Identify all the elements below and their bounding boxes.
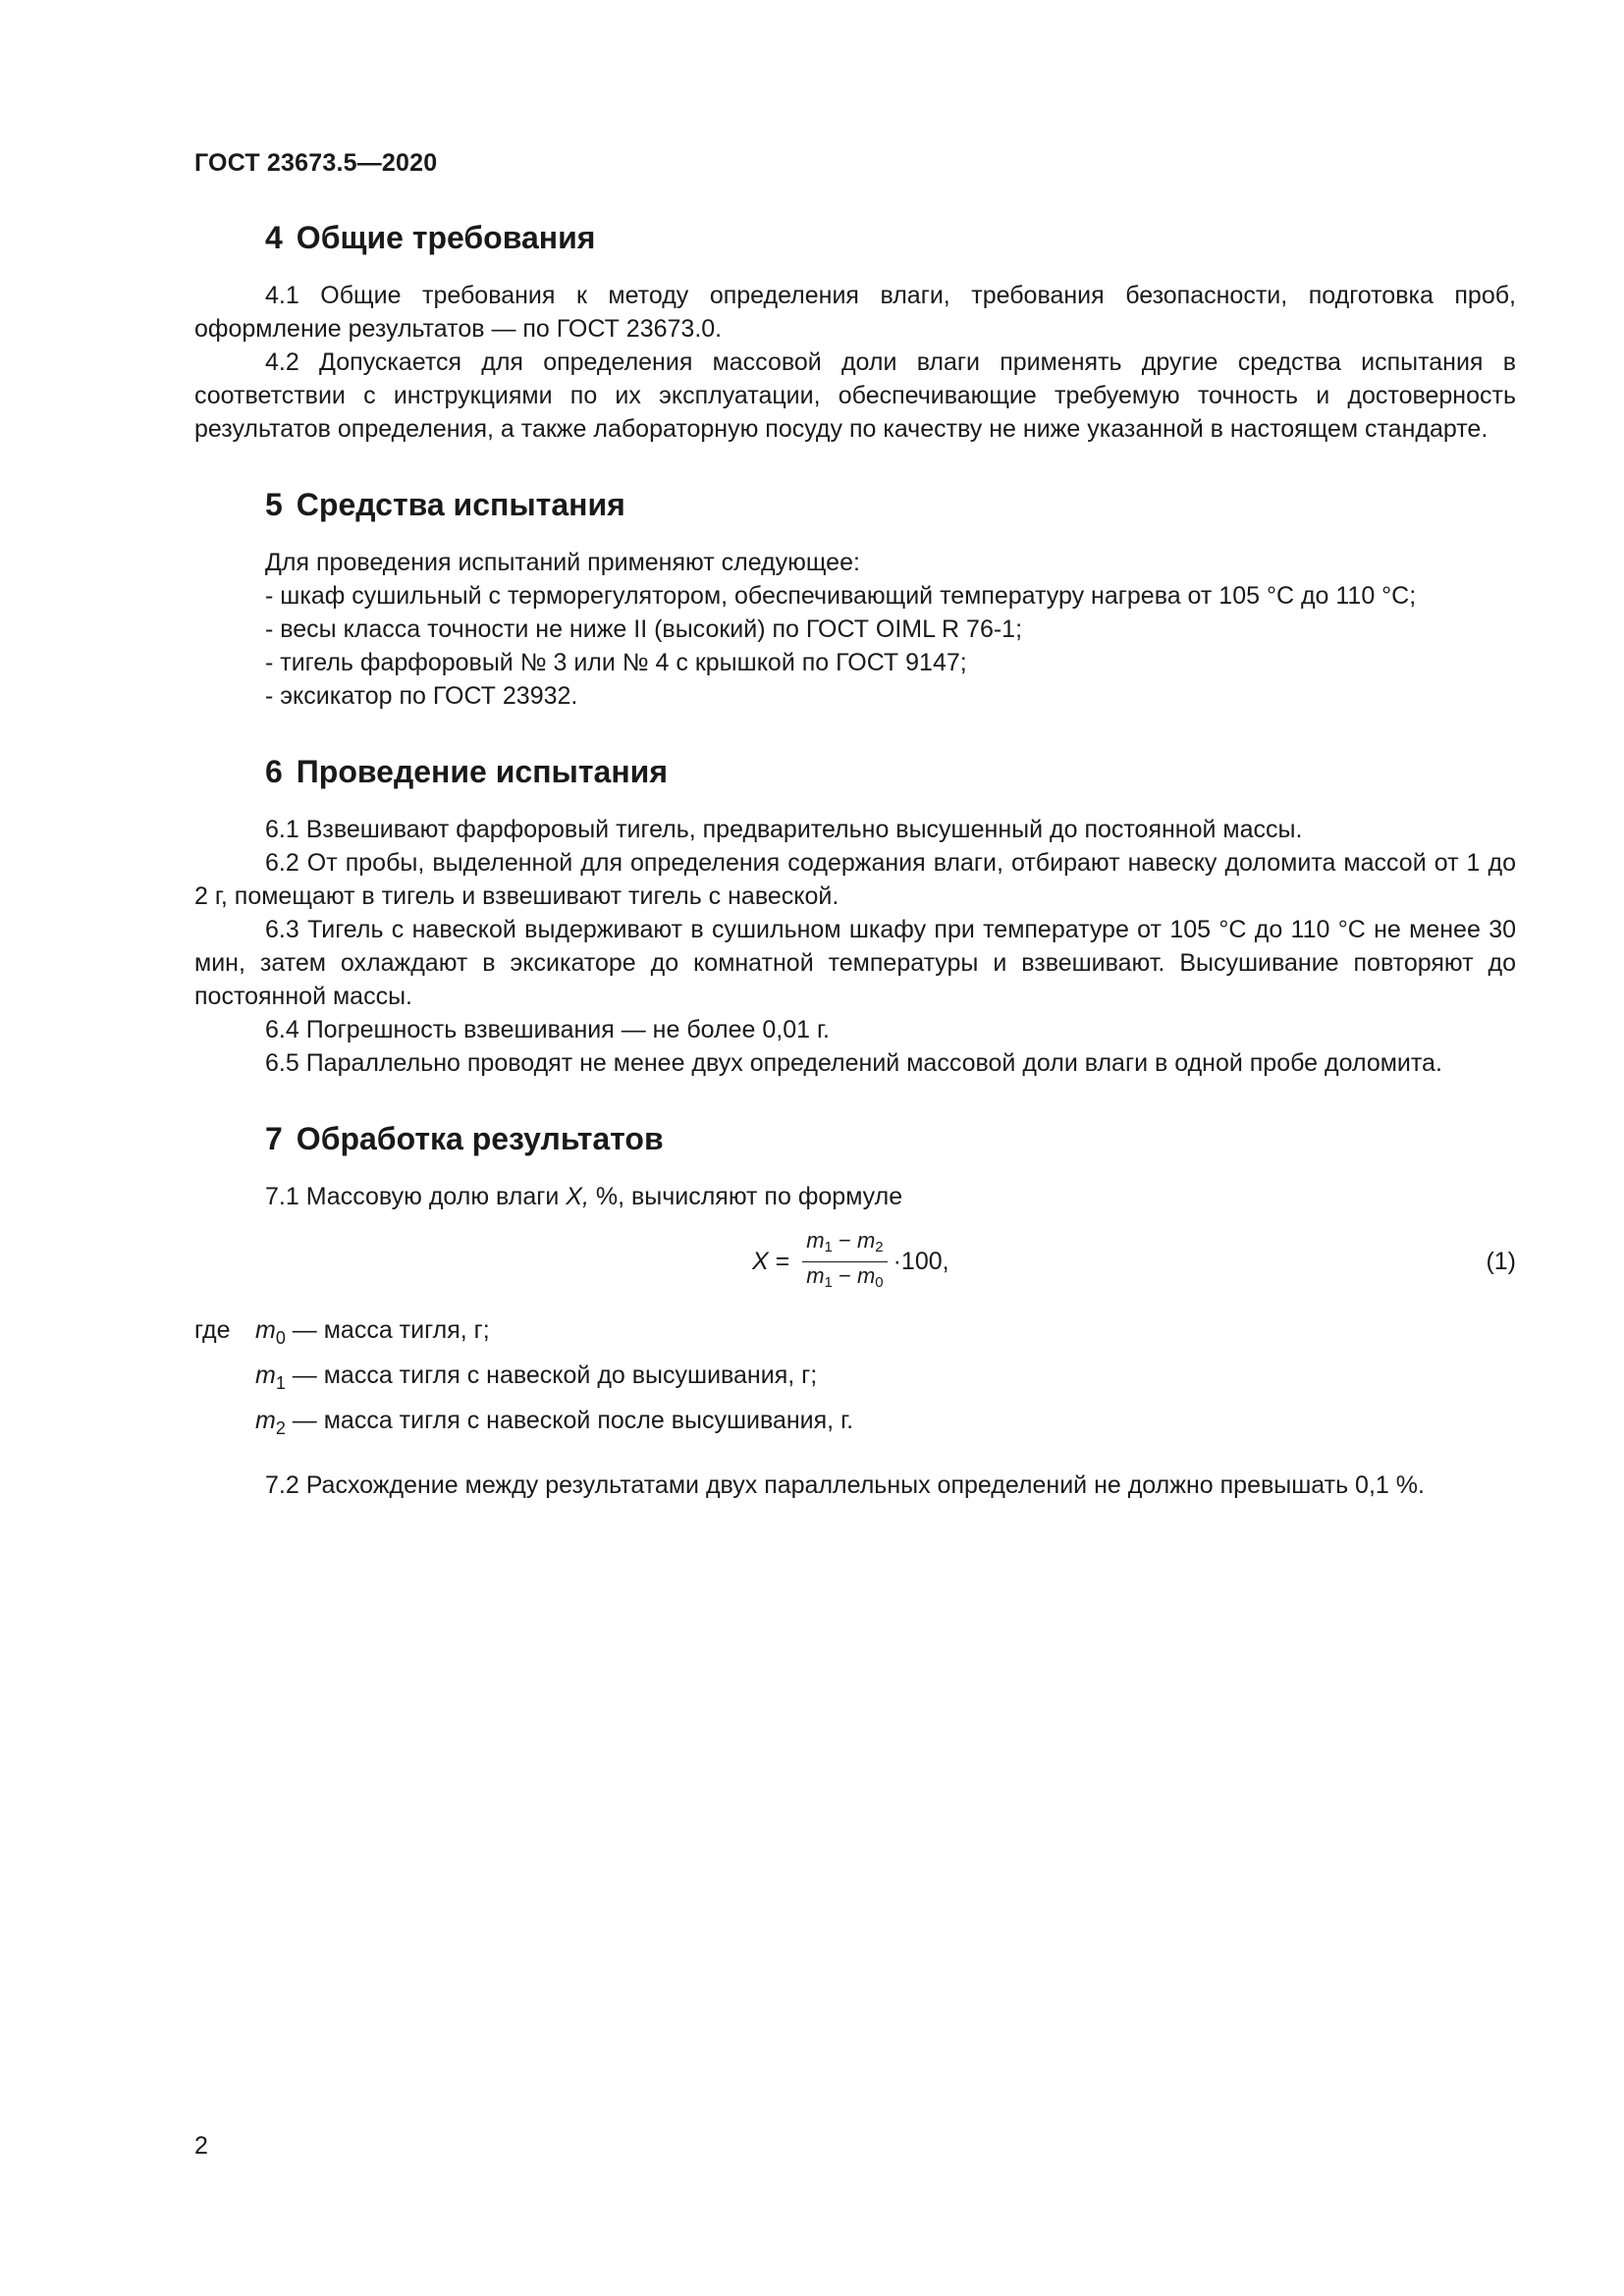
fraction-numerator: $m_1 - m_2$ [802,1228,887,1262]
section-title [194,752,1516,791]
list-item: - эксикатор по ГОСТ 23932. [265,682,578,710]
formula-equals: = [768,1248,797,1275]
formula-fraction [802,1228,887,1296]
where-description: — масса тигля с навеской до высушивания, г; [285,1362,818,1389]
section-title [194,485,1516,524]
section-7 [194,1119,1516,1502]
paragraph: 6.2 От пробы, выделенной для определения содержания влаги, отбирают навеску доломита массой от 1 до 2 г, помещают в тигель и взвешивают тигель с навеской. [194,849,1516,910]
section-4 [194,218,1516,446]
fraction-denominator: $m_1 - m_0$ [806,1262,884,1291]
section-title-text: Общие требования [296,220,596,255]
paragraph: 7.2 Расхождение между результатами двух параллельных определений не должно превышать 0,1 %. [265,1471,1425,1499]
list-item: - шкаф сушильный с терморегулятором, обеспечивающий температуру нагрева от 105 °С до 110 °С; [265,582,1417,610]
section-title-text: Обработка результатов [296,1121,664,1156]
section-number: 6 [265,754,283,789]
list-intro: Для проведения испытаний применяют следующее: [265,549,860,576]
section-6 [194,752,1516,1080]
where-block [194,1311,1516,1447]
section-number: 5 [265,487,283,522]
formula-row [194,1225,1516,1298]
section-title-text: Средства испытания [296,487,625,522]
where-row [194,1357,1516,1402]
paragraph: 6.3 Тигель с навеской выдерживают в сушильном шкафу при температуре от 105 °С до 110 °С не менее 30 мин, затем охлаждают в эксикаторе до комнатной температуры и взвешивают. Высушивание повторяют до постоянной массы. [194,916,1516,1010]
where-row [194,1311,1516,1357]
page-number: 2 [194,2132,208,2160]
section-5 [194,485,1516,713]
document-body [194,218,1516,1541]
paragraph: 6.5 Параллельно проводят не менее двух определений массовой доли влаги в одной пробе доломита. [265,1049,1442,1077]
where-label: где [194,1316,231,1344]
document-id-header: ГОСТ 23673.5—2020 [194,149,438,177]
where-symbol: $m_0$ [255,1316,286,1348]
section-number: 7 [265,1121,283,1156]
section-title [194,1119,1516,1158]
section-number: 4 [265,220,283,255]
section-title-text: Проведение испытания [296,754,668,789]
paragraph: 6.4 Погрешность взвешивания — не более 0,01 г. [265,1016,830,1043]
where-description: — масса тигля с навеской после высушивания, г. [285,1407,854,1434]
where-symbol: $m_1$ [255,1362,286,1393]
where-description: — масса тигля, г; [285,1316,490,1344]
list-item: - тигель фарфоровый № 3 или № 4 с крышкой по ГОСТ 9147; [265,649,967,676]
list-item: - весы класса точности не ниже II (высокий) по ГОСТ OIML R 76-1; [265,615,1023,643]
equation-number: (1) [1486,1248,1516,1275]
paragraph: 7.1 Массовую долю влаги X, %, вычисляют по формуле [265,1183,903,1210]
paragraph: 4.1 Общие требования к методу определения влаги, требования безопасности, подготовка проб, оформление результатов — по ГОСТ 23673.0. [194,282,1516,343]
where-row [194,1402,1516,1447]
formula-lhs: X [752,1248,769,1275]
where-symbol: $m_2$ [255,1407,286,1438]
formula [752,1225,949,1298]
paragraph: 6.1 Взвешивают фарфоровый тигель, предварительно высушенный до постоянной массы. [265,816,1303,843]
variable-x: X, [566,1183,589,1210]
paragraph: 4.2 Допускается для определения массовой доли влаги применять другие средства испытания в соответствии с инструкциями по их эксплуатации, обеспечивающие требуемую точность и достоверность результатов определения, а также лабораторную посуду по качеству не ниже указанной в настоящем стандарте. [194,348,1516,443]
formula-tail: ·100, [893,1248,949,1275]
section-title [194,218,1516,257]
